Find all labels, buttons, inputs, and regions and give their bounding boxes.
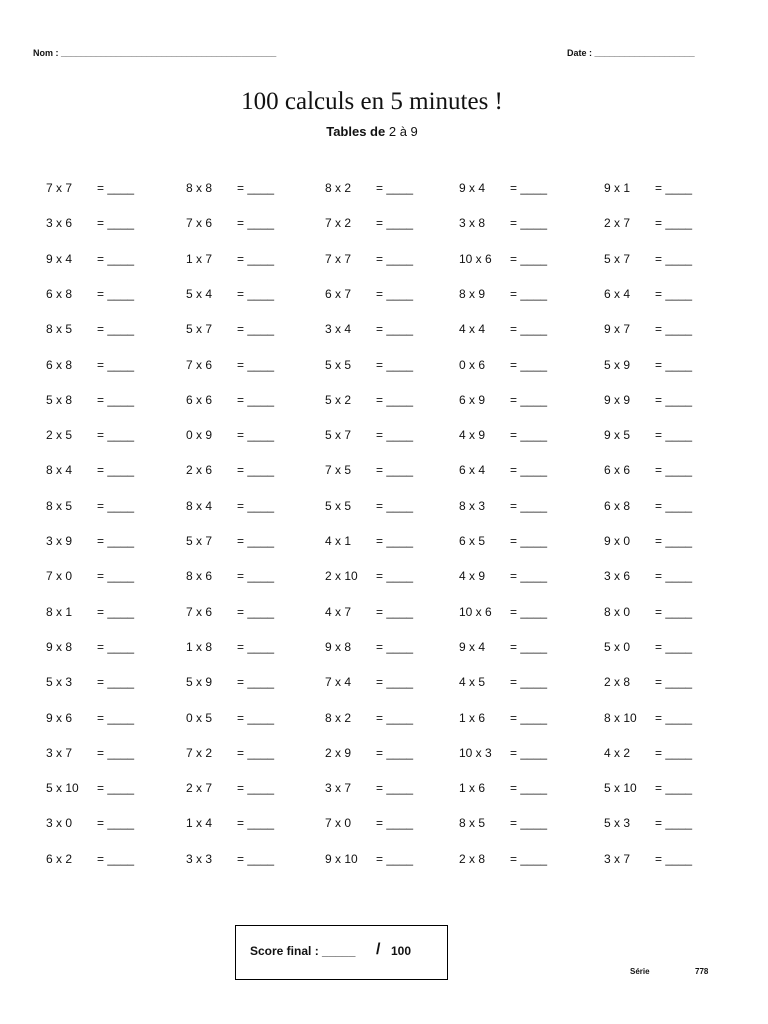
calc-expression: 7 x 2 [186, 745, 213, 760]
calc-expression: 2 x 7 [186, 781, 213, 796]
page-title: 100 calculs en 5 minutes ! [241, 88, 503, 115]
calc-expression: 5 x 3 [46, 675, 73, 690]
answer-blank[interactable]: = ____ [97, 181, 135, 195]
answer-blank[interactable]: = ____ [655, 639, 693, 654]
answer-blank[interactable]: = ____ [510, 534, 548, 548]
calc-expression: 5 x 9 [186, 675, 213, 690]
answer-blank[interactable]: = ____ [655, 569, 693, 584]
answer-blank[interactable]: = ____ [510, 639, 548, 654]
calc-expression: 3 x 7 [46, 745, 73, 760]
answer-blank[interactable]: = ____ [97, 286, 135, 301]
answer-blank[interactable]: = ____ [376, 392, 414, 407]
calc-expression: 6 x 9 [459, 392, 486, 407]
calc-expression: 9 x 0 [604, 534, 631, 548]
answer-blank[interactable]: = ____ [376, 534, 414, 548]
answer-blank[interactable]: = ____ [510, 286, 548, 301]
calc-expression: 7 x 7 [46, 181, 73, 195]
calc-expression: 3 x 7 [604, 851, 631, 866]
answer-blank[interactable]: = ____ [97, 639, 135, 654]
calc-expression: 5 x 7 [325, 428, 352, 443]
answer-blank[interactable]: = ____ [510, 463, 548, 478]
answer-blank[interactable]: = ____ [510, 498, 548, 513]
calc-expression: 8 x 4 [186, 498, 213, 513]
calc-expression: 9 x 5 [604, 428, 631, 443]
answer-blank[interactable]: = ____ [655, 745, 693, 760]
calc-expression: 9 x 7 [604, 322, 631, 337]
calc-expression: 5 x 7 [186, 322, 213, 337]
calc-expression: 8 x 10 [604, 710, 637, 725]
answer-blank[interactable]: = ____ [97, 498, 135, 513]
calc-expression: 8 x 3 [459, 498, 486, 513]
answer-blank[interactable]: = ____ [376, 181, 414, 195]
calc-expression: 9 x 1 [604, 181, 631, 195]
answer-blank[interactable]: = ____ [97, 428, 135, 443]
calc-expression: 6 x 8 [46, 286, 73, 301]
answer-blank[interactable]: = ____ [376, 710, 414, 725]
calc-expression: 4 x 7 [325, 604, 352, 619]
answer-blank[interactable]: = ____ [237, 816, 275, 831]
calc-expression: 5 x 8 [46, 392, 73, 407]
calc-expression: 5 x 4 [186, 286, 213, 301]
answer-blank[interactable]: = ____ [655, 710, 693, 725]
calc-expression: 2 x 7 [604, 216, 631, 231]
calc-expression: 8 x 5 [46, 498, 73, 513]
calc-expression: 5 x 2 [325, 392, 352, 407]
answer-blank[interactable]: = ____ [376, 675, 414, 690]
answer-blank[interactable]: = ____ [655, 286, 693, 301]
calc-expression: 4 x 5 [459, 675, 486, 690]
calc-expression: 2 x 8 [459, 851, 486, 866]
calc-expression: 10 x 6 [459, 604, 492, 619]
answer-blank[interactable]: = ____ [655, 816, 693, 831]
answer-blank[interactable]: = ____ [237, 710, 275, 725]
calc-expression: 1 x 6 [459, 710, 486, 725]
answer-blank[interactable]: = ____ [237, 392, 275, 407]
calc-expression: 9 x 4 [459, 639, 486, 654]
calc-expression: 8 x 8 [186, 181, 213, 195]
calc-expression: 3 x 6 [604, 569, 631, 584]
answer-blank[interactable]: = ____ [376, 357, 414, 372]
answer-blank[interactable]: = ____ [655, 604, 693, 619]
calc-expression: 5 x 10 [604, 781, 637, 796]
subtitle-range: 2 à 9 [385, 124, 418, 139]
calc-expression: 7 x 4 [325, 675, 352, 690]
answer-blank[interactable]: = ____ [376, 745, 414, 760]
answer-blank[interactable]: = ____ [97, 569, 135, 584]
calc-expression: 3 x 7 [325, 781, 352, 796]
answer-blank[interactable]: = ____ [97, 604, 135, 619]
calc-expression: 1 x 8 [186, 639, 213, 654]
calc-expression: 4 x 2 [604, 745, 631, 760]
answer-blank[interactable]: = ____ [237, 181, 275, 195]
answer-blank[interactable]: = ____ [237, 286, 275, 301]
answer-blank[interactable]: = ____ [376, 781, 414, 796]
calc-expression: 4 x 9 [459, 428, 486, 443]
answer-blank[interactable]: = ____ [655, 498, 693, 513]
answer-blank[interactable]: = ____ [97, 781, 135, 796]
answer-blank[interactable]: = ____ [97, 251, 135, 266]
answer-blank[interactable]: = ____ [655, 322, 693, 337]
answer-blank[interactable]: = ____ [510, 251, 548, 266]
answer-blank[interactable]: = ____ [655, 675, 693, 690]
answer-blank[interactable]: = ____ [655, 251, 693, 266]
answer-blank[interactable]: = ____ [237, 851, 275, 866]
calc-expression: 10 x 6 [459, 251, 492, 266]
calc-expression: 0 x 9 [186, 428, 213, 443]
calc-expression: 3 x 3 [186, 851, 213, 866]
calc-expression: 8 x 2 [325, 710, 352, 725]
calc-expression: 2 x 6 [186, 463, 213, 478]
answer-blank[interactable]: = ____ [376, 639, 414, 654]
calc-expression: 7 x 5 [325, 463, 352, 478]
serie-label: Série [630, 967, 650, 976]
calc-expression: 7 x 0 [325, 816, 352, 831]
calc-expression: 8 x 6 [186, 569, 213, 584]
calc-expression: 6 x 4 [459, 463, 486, 478]
answer-blank[interactable]: = ____ [237, 216, 275, 231]
answer-blank[interactable]: = ____ [376, 286, 414, 301]
date-field[interactable]: Date : ____________________ [567, 48, 695, 58]
answer-blank[interactable]: = ____ [376, 851, 414, 866]
calc-expression: 9 x 4 [46, 251, 73, 266]
answer-blank[interactable]: = ____ [237, 604, 275, 619]
calc-expression: 6 x 6 [604, 463, 631, 478]
calc-expression: 5 x 0 [604, 639, 631, 654]
answer-blank[interactable]: = ____ [510, 710, 548, 725]
answer-blank[interactable]: = ____ [237, 251, 275, 266]
calc-expression: 5 x 5 [325, 357, 352, 372]
answer-blank[interactable]: = ____ [237, 322, 275, 337]
answer-blank[interactable]: = ____ [510, 816, 548, 831]
answer-blank[interactable]: = ____ [655, 534, 693, 548]
answer-blank[interactable]: = ____ [97, 392, 135, 407]
calc-expression: 3 x 6 [46, 216, 73, 231]
calc-expression: 6 x 4 [604, 286, 631, 301]
calc-expression: 5 x 10 [46, 781, 79, 796]
answer-blank[interactable]: = ____ [510, 604, 548, 619]
answer-blank[interactable]: = ____ [510, 216, 548, 231]
calc-expression: 7 x 6 [186, 604, 213, 619]
score-slash: / [376, 941, 381, 958]
answer-blank[interactable]: = ____ [510, 357, 548, 372]
calc-expression: 6 x 8 [604, 498, 631, 513]
answer-blank[interactable]: = ____ [655, 428, 693, 443]
calc-expression: 6 x 6 [186, 392, 213, 407]
calc-expression: 6 x 5 [459, 534, 486, 548]
answer-blank[interactable]: = ____ [97, 463, 135, 478]
calc-expression: 6 x 8 [46, 357, 73, 372]
answer-blank[interactable]: = ____ [97, 710, 135, 725]
answer-blank[interactable]: = ____ [97, 745, 135, 760]
answer-blank[interactable]: = ____ [376, 604, 414, 619]
calc-expression: 1 x 4 [186, 816, 213, 831]
calc-expression: 4 x 4 [459, 322, 486, 337]
calc-expression: 4 x 9 [459, 569, 486, 584]
calc-expression: 5 x 5 [325, 498, 352, 513]
answer-blank[interactable]: = ____ [376, 498, 414, 513]
answer-blank[interactable]: = ____ [237, 498, 275, 513]
calc-expression: 0 x 5 [186, 710, 213, 725]
answer-blank[interactable]: = ____ [510, 675, 548, 690]
answer-blank[interactable]: = ____ [376, 816, 414, 831]
score-box [235, 925, 448, 980]
answer-blank[interactable]: = ____ [655, 181, 693, 195]
calc-expression: 8 x 5 [459, 816, 486, 831]
calc-expression: 1 x 6 [459, 781, 486, 796]
answer-blank[interactable]: = ____ [237, 428, 275, 443]
calc-expression: 2 x 5 [46, 428, 73, 443]
answer-blank[interactable]: = ____ [510, 181, 548, 195]
answer-blank[interactable]: = ____ [376, 569, 414, 584]
score-total: 100 [391, 944, 412, 958]
answer-blank[interactable]: = ____ [376, 428, 414, 443]
answer-blank[interactable]: = ____ [655, 357, 693, 372]
serie-number: 778 [695, 967, 709, 976]
calc-expression: 8 x 1 [46, 604, 73, 619]
calc-expression: 7 x 7 [325, 251, 352, 266]
calc-expression: 9 x 10 [325, 851, 358, 866]
calc-expression: 8 x 9 [459, 286, 486, 301]
calc-expression: 3 x 9 [46, 534, 73, 548]
calc-expression: 7 x 0 [46, 569, 73, 584]
calc-expression: 3 x 4 [325, 322, 352, 337]
answer-blank[interactable]: = ____ [655, 216, 693, 231]
answer-blank[interactable]: = ____ [376, 251, 414, 266]
calc-expression: 1 x 7 [186, 251, 213, 266]
answer-blank[interactable]: = ____ [97, 534, 135, 548]
calc-expression: 8 x 2 [325, 181, 352, 195]
calc-expression: 5 x 7 [604, 251, 631, 266]
answer-blank[interactable]: = ____ [237, 463, 275, 478]
calc-expression: 10 x 3 [459, 745, 492, 760]
answer-blank[interactable]: = ____ [510, 851, 548, 866]
answer-blank[interactable]: = ____ [510, 428, 548, 443]
answer-blank[interactable]: = ____ [97, 216, 135, 231]
calc-expression: 6 x 7 [325, 286, 352, 301]
calc-expression: 8 x 5 [46, 322, 73, 337]
calc-expression: 7 x 6 [186, 216, 213, 231]
answer-blank[interactable]: = ____ [655, 392, 693, 407]
answer-blank[interactable]: = ____ [655, 851, 693, 866]
answer-blank[interactable]: = ____ [237, 675, 275, 690]
calc-expression: 5 x 3 [604, 816, 631, 831]
calc-expression: 4 x 1 [325, 534, 352, 548]
answer-blank[interactable]: = ____ [97, 322, 135, 337]
answer-blank[interactable]: = ____ [510, 392, 548, 407]
answer-blank[interactable]: = ____ [376, 216, 414, 231]
answer-blank[interactable]: = ____ [97, 675, 135, 690]
calc-expression: 7 x 2 [325, 216, 352, 231]
answer-blank[interactable]: = ____ [655, 781, 693, 796]
answer-blank[interactable]: = ____ [510, 781, 548, 796]
calc-expression: 8 x 4 [46, 463, 73, 478]
subtitle-bold: Tables de [326, 124, 386, 139]
answer-blank[interactable]: = ____ [237, 781, 275, 796]
answer-blank[interactable]: = ____ [510, 569, 548, 584]
calc-expression: 2 x 8 [604, 675, 631, 690]
calc-expression: 2 x 10 [325, 569, 358, 584]
answer-blank[interactable]: = ____ [655, 463, 693, 478]
calc-expression: 9 x 8 [325, 639, 352, 654]
calc-expression: 9 x 8 [46, 639, 73, 654]
answer-blank[interactable]: = ____ [376, 463, 414, 478]
answer-blank[interactable]: = ____ [97, 851, 135, 866]
calc-expression: 7 x 6 [186, 357, 213, 372]
calc-expression: 6 x 2 [46, 851, 73, 866]
calc-expression: 5 x 7 [186, 534, 213, 548]
calc-expression: 2 x 9 [325, 745, 352, 760]
calc-expression: 8 x 0 [604, 604, 631, 619]
calc-expression: 9 x 6 [46, 710, 73, 725]
calc-expression: 5 x 9 [604, 357, 631, 372]
calc-expression: 9 x 4 [459, 181, 486, 195]
answer-blank[interactable]: = ____ [510, 322, 548, 337]
calc-expression: 0 x 6 [459, 357, 486, 372]
calc-expression: 3 x 8 [459, 216, 486, 231]
page-subtitle [0, 124, 744, 139]
answer-blank[interactable]: = ____ [510, 745, 548, 760]
answer-blank[interactable]: = ____ [97, 357, 135, 372]
answer-blank[interactable]: = ____ [237, 745, 275, 760]
nom-field[interactable]: Nom : ___________________________________________ [33, 48, 277, 58]
calc-expression: 9 x 9 [604, 392, 631, 407]
answer-blank[interactable]: = ____ [376, 322, 414, 337]
score-label[interactable]: Score final : _____ [250, 944, 356, 958]
answer-blank[interactable]: = ____ [237, 569, 275, 584]
calc-expression: 3 x 0 [46, 816, 73, 831]
answer-blank[interactable]: = ____ [237, 534, 275, 548]
answer-blank[interactable]: = ____ [97, 816, 135, 831]
answer-blank[interactable]: = ____ [237, 639, 275, 654]
answer-blank[interactable]: = ____ [237, 357, 275, 372]
